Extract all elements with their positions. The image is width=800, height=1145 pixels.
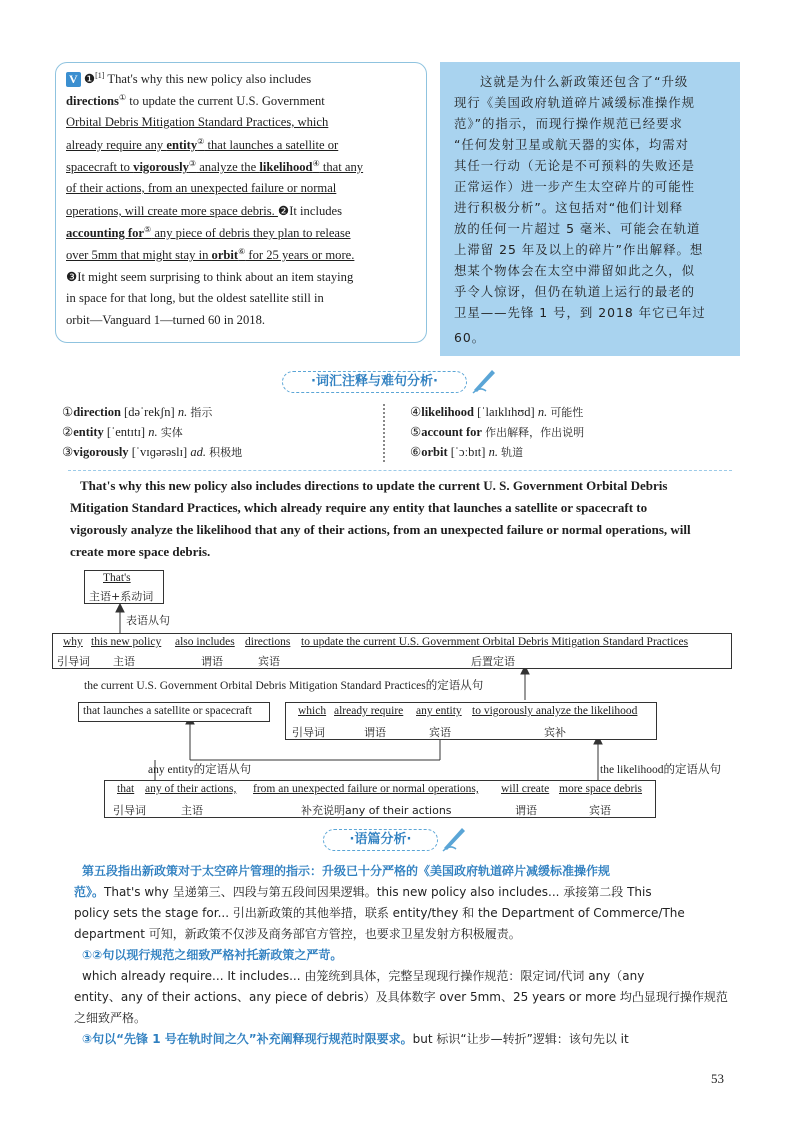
- diagram-main-clause-box: why this new policy also includes directions to update the current U.S. Government Orbital Debris Mitigation Standard Practices 引导词 主语 谓语 宾语 后置定语: [52, 633, 732, 669]
- translation-line: 其任一行动（无论是不可预料的失败还是: [454, 158, 696, 173]
- discourse-section-header: ·语篇分析·: [323, 829, 438, 851]
- vocab-item: ⑥orbit [ˈɔːbɪt] n. 轨道: [410, 445, 524, 459]
- translation-line: 上滞留 25 年及以上的碎片”作出解释。想: [454, 242, 704, 257]
- passage-line-5: spacecraft to vigorously③ analyze the likelihood④ that any: [66, 159, 364, 175]
- diagram-left-box: that launches a satellite or spacecraft: [78, 702, 270, 722]
- difficult-sentence: That's why this new policy also includes directions to update the current U. S. Government Orbital Debris Mitigation Standard Practices, which already require any entity that launches a satellite or spacecraft to vigorously analyze the likelihood that any of their actions, from an unexpected failure or normal operations, will create more space debris.: [70, 478, 691, 559]
- passage-line-1: V ❶[1] That's why this new policy also includes: [66, 71, 311, 87]
- diagram-label: the likelihood的定语从句: [600, 764, 722, 776]
- passage-line-12: orbit—Vanguard 1—turned 60 in 2018.: [66, 313, 266, 327]
- passage-line-7: operations, will create more space debris. ❷It includes: [66, 204, 343, 218]
- translation-line: 正常运作）进一步产生太空碎片的可能性: [454, 179, 696, 194]
- analysis-text: 第五段指出新政策对于太空碎片管理的指示：升级已十分严格的《美国政府轨道碎片减缓标准操作规 范》。That's why 呈递第三、四段与第五段间因果逻辑。this new policy also includes... 承接第二段 This policy sets the stage for... 引出新政策的其他举措，联系 entity/they 和 the Department of Commerce/The department 可知，新政策不仅涉及商务部官方管控，也要求卫星发射方积极履责。 ①②句以现行规范之细致严格衬托新政策之严苛。 which already require... It includes... 由笼统到具体，完整呈现现行操作规范：限定词/代词 any（any entity、any of their actions、any piece of debris）及具体数字 over 5mm、25 years or more 均凸显现行操作规范 之细致严格。 ③句以“先锋 1 号在轨时间之久”补充阐释现行规范时限要求。but 标识“让步—转折”逻辑：该句先以 it: [74, 864, 728, 1046]
- vocab-item: ④likelihood [ˈlaɪklɪhʊd] n. 可能性: [410, 405, 584, 419]
- diagram-label: any entity的定语从句: [148, 764, 252, 776]
- translation-line: “任何发射卫星或航天器的实体，均需对: [454, 137, 690, 152]
- diagram-which-clause-box: which already require any entity to vigorously analyze the likelihood 引导词 谓语 宾语 宾补: [285, 702, 657, 740]
- passage-line-9: over 5mm that might stay in orbit⑥ for 25 years or more.: [66, 247, 355, 263]
- translation-line: 范》”的指示，而现行操作规范已经要求: [454, 116, 683, 131]
- passage-line-8: accounting for⑤ any piece of debris they plan to release: [66, 225, 351, 241]
- translation-line: 放的任何一片超过 5 毫米、可能会在轨道: [454, 221, 701, 236]
- section-badge: V: [66, 72, 81, 87]
- passage-line-6: of their actions, from an unexpected failure or normal: [66, 181, 337, 195]
- diagram-label: the current U.S. Government Orbital Debris Mitigation Standard Practices的定语从句: [84, 680, 484, 692]
- pen-icon: [440, 824, 468, 852]
- vocab-section-header: ·词汇注释与难句分析·: [282, 371, 467, 393]
- passage-line-2: directions① to update the current U.S. Government: [66, 93, 325, 109]
- translation-line: 乎令人惊讶，但仍在轨道上运行的最老的: [454, 284, 696, 299]
- translation-line: 进行积极分析”。这包括对“他们计划释: [454, 200, 684, 215]
- passage-line-4: already require any entity② that launches a satellite or: [66, 137, 339, 153]
- para-mark: [1]: [95, 71, 105, 80]
- vocab-item: ①direction [dəˈrekʃn] n. 指示: [62, 405, 213, 419]
- translation-line: 卫星——先锋 1 号，到 2018 年它已年过: [454, 305, 706, 320]
- page-number: 53: [711, 1071, 724, 1086]
- diagram-top-box: That's 主语+系动词: [84, 570, 164, 604]
- vocab-item: ⑤account for 作出解释，作出说明: [410, 425, 585, 439]
- translation-line: 想某个物体会在太空中滞留如此之久，似: [454, 263, 696, 278]
- translation-line: 60。: [454, 330, 486, 345]
- passage-line-11: in space for that long, but the oldest satellite still in: [66, 291, 324, 305]
- vocab-item: ③vigorously [ˈvɪɡərəslɪ] ad. 积极地: [62, 445, 243, 459]
- passage-line-10: ❸It might seem surprising to think about an item staying: [66, 270, 354, 284]
- diagram-that-clause-box: that any of their actions, from an unexpected failure or normal operations, will create more space debris 引导词 主语 补充说明any of their actions 谓语 宾语: [104, 780, 656, 818]
- translation-line: 现行《美国政府轨道碎片减缓标准操作规: [454, 95, 696, 110]
- passage-line-3: Orbital Debris Mitigation Standard Practices, which: [66, 115, 329, 129]
- translation-line: 这就是为什么新政策还包含了“升级: [480, 74, 689, 89]
- para-number: ❶: [83, 72, 96, 87]
- vocab-item: ②entity [ˈentɪtɪ] n. 实体: [62, 425, 183, 439]
- diagram-label: 表语从句: [126, 614, 170, 627]
